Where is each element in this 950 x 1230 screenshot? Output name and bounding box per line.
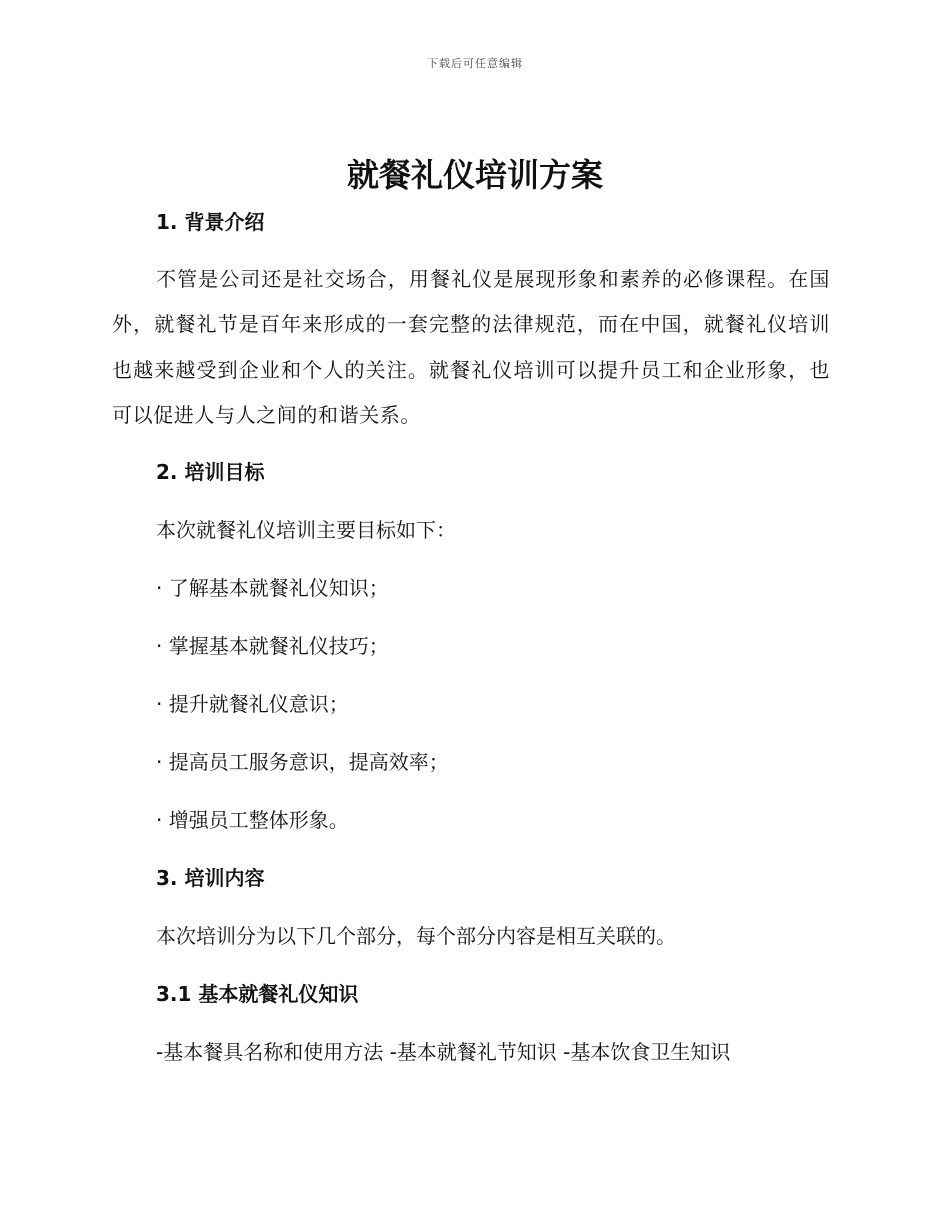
goal-item: · 提升就餐礼仪意识；: [156, 692, 349, 717]
background-paragraph: 不管是公司还是社交场合，用餐礼仪是展现形象和素养的必修课程。在国外，就餐礼节是百年来形成的一套完整的法律规范，而在中国，就餐礼仪培训也越来越受到企业和个人的关注。就餐礼仪培训可以提升员工和企业形象，也可以促进人与人之间的和谐关系。: [112, 267, 830, 427]
goal-item: · 提高员工服务意识，提高效率；: [156, 750, 449, 775]
section-content: [112, 856, 830, 1074]
section-heading-content: 3. 培训内容: [156, 866, 265, 891]
goal-item: · 了解基本就餐礼仪知识；: [156, 576, 389, 601]
goal-item: · 增强员工整体形象。: [156, 808, 349, 833]
section-background: [112, 200, 830, 243]
document-body: [112, 200, 830, 1074]
goal-item: · 掌握基本就餐礼仪技巧；: [156, 634, 389, 659]
section-heading-goals: 2. 培训目标: [156, 460, 265, 485]
subsection-heading-basic-knowledge: 3.1 基本就餐礼仪知识: [156, 982, 359, 1007]
section-heading-background: 1. 背景介绍: [156, 210, 265, 234]
document-title: 就餐礼仪培训方案: [346, 156, 603, 194]
page-header-note: 下载后可任意编辑: [427, 57, 523, 70]
goals-intro: 本次就餐礼仪培训主要目标如下：: [156, 518, 456, 543]
content-intro: 本次培训分为以下几个部分，每个部分内容是相互关联的。: [156, 924, 676, 949]
background-paragraph-wrap: [112, 257, 830, 438]
basic-knowledge-line: -基本餐具名称和使用方法 -基本就餐礼节知识 -基本饮食卫生知识: [156, 1040, 731, 1065]
section-goals: [112, 450, 830, 842]
